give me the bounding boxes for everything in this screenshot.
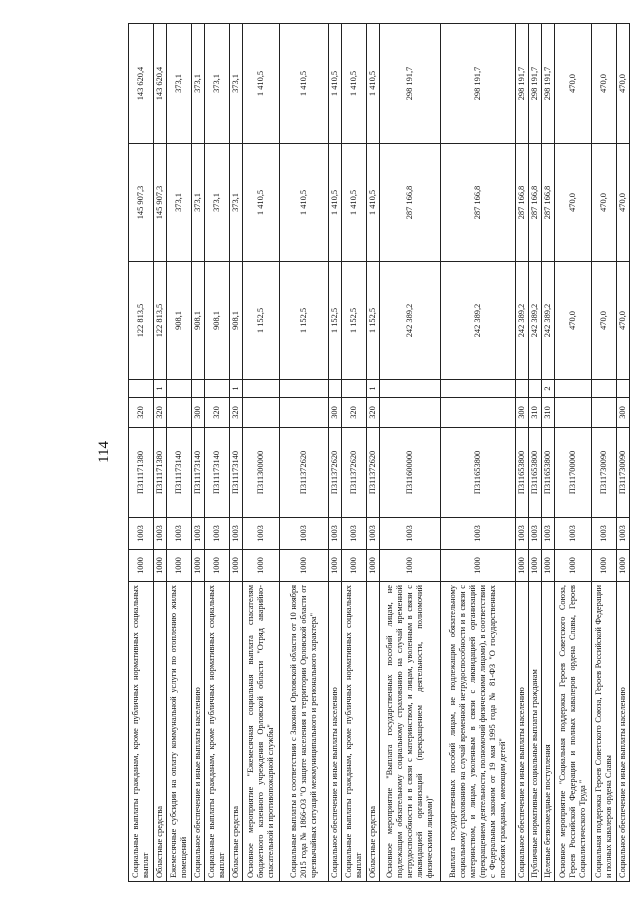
row-code-gr: 1000 [529, 550, 542, 582]
row-name: Основное мероприятие "Ежемесячная социальная выплата спасателям бюджетного казенного учреждения Орловской области "Отряд аварийно-спасательной и противопожарной службы" [243, 582, 280, 882]
row-code-csr: П311173140 [192, 428, 205, 518]
row-amount-year1: 908,1 [192, 262, 205, 380]
table-row [205, 24, 230, 882]
row-code-vr: 320 [129, 398, 154, 428]
table-row [516, 24, 529, 882]
row-code-vr: 320 [367, 398, 380, 428]
row-code-rz: 1003 [555, 518, 592, 550]
row-amount-year2: 470,0 [592, 144, 617, 262]
row-amount-year3: 143 620,4 [129, 24, 154, 144]
table-row [192, 24, 205, 882]
row-code-gr: 1000 [367, 550, 380, 582]
row-name: Социальное обеспечение и иные выплаты населению [329, 582, 342, 882]
row-code-csr: П311173140 [167, 428, 192, 518]
row-amount-year2: 373,1 [230, 144, 243, 262]
table-row [342, 24, 367, 882]
row-code-rz: 1003 [529, 518, 542, 550]
row-name: Социальные выплаты гражданам, кроме публичных нормативных социальных выплат [205, 582, 230, 882]
row-code-gr: 1000 [192, 550, 205, 582]
row-amount-year3: 373,1 [230, 24, 243, 144]
row-code-gr: 1000 [154, 550, 167, 582]
row-amount-year2: 145 907,3 [129, 144, 154, 262]
row-code-csr: П311700000 [555, 428, 592, 518]
row-amount-year3: 470,0 [555, 24, 592, 144]
row-amount-year1: 122 813,5 [129, 262, 154, 380]
row-code-csr: П311653800 [529, 428, 542, 518]
row-amount-year2: 1 410,5 [329, 144, 342, 262]
table-row [329, 24, 342, 882]
row-code-gr: 1000 [329, 550, 342, 582]
row-amount-year2: 287 166,8 [542, 144, 555, 262]
row-amount-year3: 298 191,7 [529, 24, 542, 144]
row-code-gr: 1000 [441, 550, 516, 582]
row-code-vr: 320 [205, 398, 230, 428]
row-code-ex [380, 380, 441, 398]
row-code-vr [280, 398, 329, 428]
row-amount-year1: 1 152,5 [329, 262, 342, 380]
row-amount-year3: 1 410,5 [342, 24, 367, 144]
row-name: Основное мероприятие "Социальная поддержка Героев Советского Союза, Героев Российской Федерации и полных кавалеров ордена Славы, Героев Социалистического Труда " [555, 582, 592, 882]
row-code-vr: 300 [516, 398, 529, 428]
table-row [542, 24, 555, 882]
row-code-csr: П311372620 [367, 428, 380, 518]
row-code-ex [243, 380, 280, 398]
row-amount-year3: 143 620,4 [154, 24, 167, 144]
row-amount-year1: 242 389,2 [441, 262, 516, 380]
row-code-gr: 1000 [167, 550, 192, 582]
page-number: 114 [96, 441, 112, 463]
row-code-ex: 1 [367, 380, 380, 398]
row-code-gr: 1000 [129, 550, 154, 582]
row-code-vr [441, 398, 516, 428]
row-name: Публичные нормативные социальные выплаты гражданам [529, 582, 542, 882]
row-code-ex [617, 380, 630, 398]
row-code-ex: 1 [230, 380, 243, 398]
row-name: Выплата государственных пособий лицам, не подлежащим обязательному социальному страхованию на случай временной нетрудоспособности и в связи с материнством, и лицам, уволенным в связи с ликвидацией организаций (прекращением деятельности, полномочий физическими лицами), в соответствии с Федеральным законом от 19 мая 1995 года № 81-ФЗ "О государственных пособиях гражданам, имеющим детей" [441, 582, 516, 882]
row-code-rz: 1003 [167, 518, 192, 550]
row-code-ex [280, 380, 329, 398]
table-row [617, 24, 630, 882]
row-amount-year3: 1 410,5 [243, 24, 280, 144]
row-amount-year1: 908,1 [230, 262, 243, 380]
row-code-rz: 1003 [516, 518, 529, 550]
row-code-csr: П311730090 [617, 428, 630, 518]
row-code-gr: 1000 [230, 550, 243, 582]
row-amount-year3: 1 410,5 [367, 24, 380, 144]
row-code-vr: 310 [542, 398, 555, 428]
row-amount-year1: 470,0 [592, 262, 617, 380]
row-code-rz: 1003 [154, 518, 167, 550]
row-amount-year3: 373,1 [205, 24, 230, 144]
row-amount-year2: 1 410,5 [367, 144, 380, 262]
row-amount-year2: 470,0 [617, 144, 630, 262]
row-amount-year3: 298 191,7 [441, 24, 516, 144]
row-code-csr: П311300000 [243, 428, 280, 518]
row-code-csr: П311372620 [329, 428, 342, 518]
row-code-rz: 1003 [367, 518, 380, 550]
row-amount-year1: 242 389,2 [380, 262, 441, 380]
row-amount-year2: 287 166,8 [529, 144, 542, 262]
row-code-vr: 300 [192, 398, 205, 428]
row-amount-year2: 1 410,5 [243, 144, 280, 262]
row-code-gr: 1000 [342, 550, 367, 582]
row-amount-year1: 1 152,5 [280, 262, 329, 380]
row-code-ex [529, 380, 542, 398]
row-name: Социальное обеспечение и иные выплаты населению [617, 582, 630, 882]
row-name: Областные средства [367, 582, 380, 882]
row-code-vr: 320 [230, 398, 243, 428]
row-code-csr: П311372620 [342, 428, 367, 518]
row-code-rz: 1003 [542, 518, 555, 550]
row-code-gr: 1000 [243, 550, 280, 582]
table-row [592, 24, 617, 882]
row-code-ex [192, 380, 205, 398]
row-amount-year2: 287 166,8 [516, 144, 529, 262]
table-body [129, 24, 630, 882]
row-amount-year3: 298 191,7 [380, 24, 441, 144]
table-row [280, 24, 329, 882]
row-amount-year1: 242 389,2 [516, 262, 529, 380]
table-row [167, 24, 192, 882]
row-name: Социальная поддержка Героев Советского Союза, Героев Российской Федерации и полных кавалеров ордена Славы [592, 582, 617, 882]
table-row [129, 24, 154, 882]
row-amount-year2: 287 166,8 [380, 144, 441, 262]
row-code-vr: 300 [329, 398, 342, 428]
row-amount-year3: 373,1 [192, 24, 205, 144]
table-row [230, 24, 243, 882]
row-code-csr: П311653800 [441, 428, 516, 518]
row-code-csr: П311730090 [592, 428, 617, 518]
row-amount-year2: 470,0 [555, 144, 592, 262]
row-code-vr [555, 398, 592, 428]
row-code-gr: 1000 [542, 550, 555, 582]
row-code-gr: 1000 [380, 550, 441, 582]
row-code-ex [329, 380, 342, 398]
row-code-rz: 1003 [617, 518, 630, 550]
row-code-csr: П311653800 [542, 428, 555, 518]
row-code-gr: 1000 [516, 550, 529, 582]
row-amount-year2: 145 907,3 [154, 144, 167, 262]
row-name: Социальное обеспечение и иные выплаты населению [516, 582, 529, 882]
table-row [529, 24, 542, 882]
row-code-csr: П311653800 [516, 428, 529, 518]
row-code-rz: 1003 [243, 518, 280, 550]
row-name: Областные средства [154, 582, 167, 882]
row-code-ex: 1 [154, 380, 167, 398]
row-code-ex [129, 380, 154, 398]
row-amount-year2: 287 166,8 [441, 144, 516, 262]
row-name: Целевые безвозмездные поступления [542, 582, 555, 882]
row-amount-year1: 908,1 [167, 262, 192, 380]
row-code-vr [592, 398, 617, 428]
table-row [154, 24, 167, 882]
row-code-csr: П311600000 [380, 428, 441, 518]
row-code-rz: 1003 [592, 518, 617, 550]
row-amount-year1: 242 389,2 [529, 262, 542, 380]
row-name: Социальные выплаты гражданам, кроме публичных нормативных социальных выплат [342, 582, 367, 882]
row-code-rz: 1003 [380, 518, 441, 550]
row-code-ex [167, 380, 192, 398]
row-amount-year1: 470,0 [555, 262, 592, 380]
row-amount-year2: 1 410,5 [342, 144, 367, 262]
row-code-gr: 1000 [555, 550, 592, 582]
row-amount-year1: 1 152,5 [342, 262, 367, 380]
row-code-gr: 1000 [280, 550, 329, 582]
row-code-ex [555, 380, 592, 398]
row-code-ex [342, 380, 367, 398]
row-name: Областные средства [230, 582, 243, 882]
row-name: Социальные выплаты в соответствии с Законом Орловской области от 10 ноября 2015 года № 1866-ОЗ "О защите населения и территории Орловской области от чрезвычайных ситуаций межмуниципального и регионального характера" [280, 582, 329, 882]
row-code-rz: 1003 [205, 518, 230, 550]
table-row [555, 24, 592, 882]
row-code-vr: 300 [617, 398, 630, 428]
row-name: Социальное обеспечение и иные выплаты населению [192, 582, 205, 882]
row-amount-year1: 908,1 [205, 262, 230, 380]
row-name: Основное мероприятие "Выплата государственных пособий лицам, не подлежащим обязательному социальному страхованию на случай временной нетрудоспособности и в связи с материнством, и лицам, уволенным в связи с ликвидацией организаций (прекращением деятельности, полномочий физическими лицами)" [380, 582, 441, 882]
row-amount-year1: 1 152,5 [243, 262, 280, 380]
row-amount-year3: 470,0 [617, 24, 630, 144]
row-code-csr: П311372620 [280, 428, 329, 518]
table-row [380, 24, 441, 882]
row-code-ex [592, 380, 617, 398]
row-amount-year3: 373,1 [167, 24, 192, 144]
row-code-vr [380, 398, 441, 428]
row-amount-year1: 242 389,2 [542, 262, 555, 380]
row-name: Социальные выплаты гражданам, кроме публичных нормативных социальных выплат [129, 582, 154, 882]
budget-table-rotated [128, 24, 627, 882]
table-row [243, 24, 280, 882]
row-code-rz: 1003 [230, 518, 243, 550]
row-amount-year3: 298 191,7 [542, 24, 555, 144]
row-code-rz: 1003 [280, 518, 329, 550]
table-row [367, 24, 380, 882]
row-amount-year2: 373,1 [205, 144, 230, 262]
row-code-csr: П311171380 [154, 428, 167, 518]
row-code-vr [243, 398, 280, 428]
row-code-csr: П311173140 [205, 428, 230, 518]
row-code-gr: 1000 [205, 550, 230, 582]
row-code-rz: 1003 [329, 518, 342, 550]
row-amount-year3: 298 191,7 [516, 24, 529, 144]
row-name: Ежемесячные субсидии на оплату коммунальной услуги по отоплению жилых помещений [167, 582, 192, 882]
row-code-rz: 1003 [129, 518, 154, 550]
row-code-rz: 1003 [342, 518, 367, 550]
row-amount-year2: 1 410,5 [280, 144, 329, 262]
row-code-gr: 1000 [617, 550, 630, 582]
row-amount-year3: 1 410,5 [280, 24, 329, 144]
row-code-ex: 2 [542, 380, 555, 398]
row-code-vr: 320 [342, 398, 367, 428]
row-code-gr: 1000 [592, 550, 617, 582]
row-amount-year1: 470,0 [617, 262, 630, 380]
row-amount-year1: 122 813,5 [154, 262, 167, 380]
row-code-ex [441, 380, 516, 398]
row-code-csr: П311171380 [129, 428, 154, 518]
budget-table [128, 23, 630, 882]
row-amount-year3: 1 410,5 [329, 24, 342, 144]
row-code-csr: П311173140 [230, 428, 243, 518]
row-code-ex [516, 380, 529, 398]
table-row [441, 24, 516, 882]
row-code-rz: 1003 [192, 518, 205, 550]
row-code-vr: 320 [154, 398, 167, 428]
row-amount-year3: 470,0 [592, 24, 617, 144]
row-code-rz: 1003 [441, 518, 516, 550]
row-amount-year2: 373,1 [192, 144, 205, 262]
rotated-table-container [128, 24, 627, 882]
row-code-vr: 310 [529, 398, 542, 428]
row-amount-year2: 373,1 [167, 144, 192, 262]
row-amount-year1: 1 152,5 [367, 262, 380, 380]
row-code-ex [205, 380, 230, 398]
row-code-vr [167, 398, 192, 428]
